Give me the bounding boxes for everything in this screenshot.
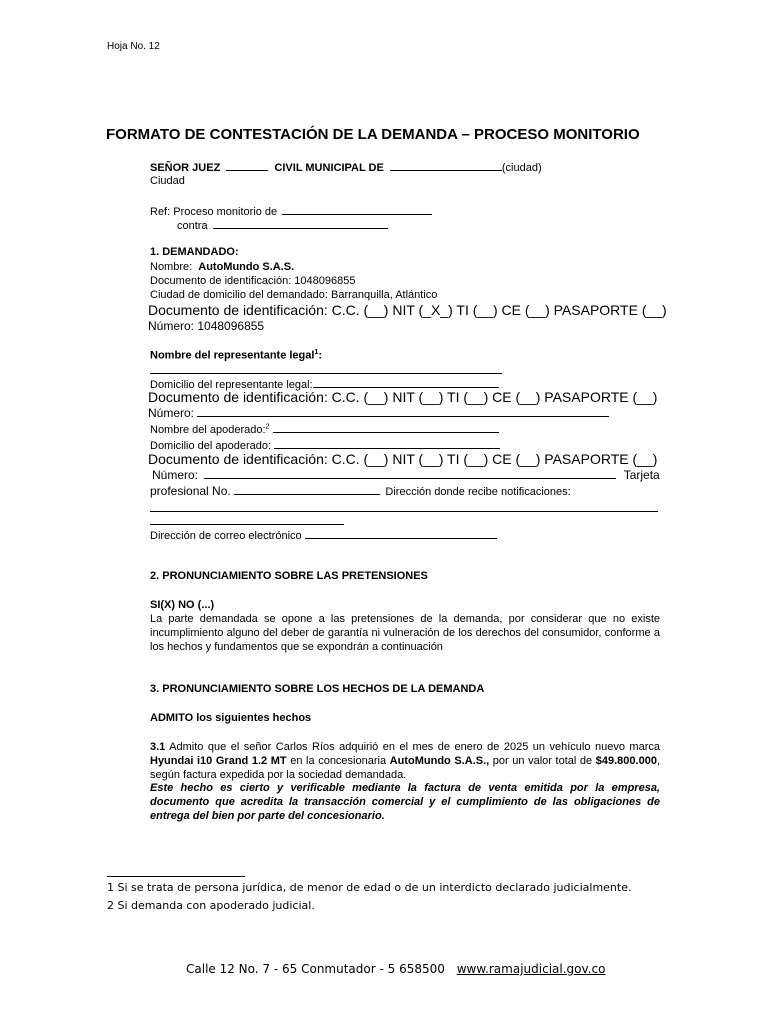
representante-doc-types: Documento de identificación: C.C. (__) NIT (__) TI (__) CE (__) PASAPORTE (__)	[148, 389, 658, 405]
apoderado-profesional-label: profesional No.	[150, 484, 231, 498]
footnote-2: 2 Si demanda con apoderado judicial.	[107, 899, 315, 912]
demandado-name-value: AutoMundo S.A.S.	[198, 261, 295, 273]
apoderado-profesional-line	[150, 484, 571, 498]
city-line: Ciudad	[150, 175, 185, 187]
demandado-city-line: Ciudad de domicilio del demandado: Barranquilla, Atlántico	[150, 289, 438, 301]
footnote-1: 1 Si se trata de persona jurídica, de menor de edad o de un interdicto declarado judicialmente.	[107, 881, 632, 894]
footer	[186, 962, 605, 976]
ref-line	[150, 204, 432, 218]
page-number: Hoja No. 12	[107, 41, 160, 52]
demandado-heading: 1. DEMANDADO:	[150, 246, 239, 258]
section3-heading: 3. PRONUNCIAMIENTO SOBRE LOS HECHOS DE LA DEMANDA	[150, 683, 485, 695]
document-title: FORMATO DE CONTESTACIÓN DE LA DEMANDA – PROCESO MONITORIO	[106, 126, 640, 143]
footnote-ref-2: 2	[265, 423, 270, 431]
notif-blank-1	[150, 511, 658, 512]
judge-blank	[226, 160, 268, 171]
apoderado-name-label: Nombre del apoderado:	[150, 424, 266, 436]
representante-heading	[150, 349, 322, 362]
fact-text-3: por un valor total de	[489, 755, 596, 767]
apoderado-domicilio-blank	[274, 438, 500, 449]
apoderado-doc-types: Documento de identificación: C.C. (__) NIT (__) TI (__) CE (__) PASAPORTE (__)	[148, 451, 658, 467]
footnote-separator	[107, 876, 245, 877]
demandado-doc-line: Documento de identificación: 1048096855	[150, 275, 356, 287]
representante-heading-text: Nombre del representante legal	[150, 349, 315, 362]
fact-text-1: Admito que el señor Carlos Ríos adquirió en el mes de enero de 2025 un vehículo nuevo marca	[165, 741, 660, 753]
representante-heading-colon: :	[318, 349, 323, 362]
ref-label: Ref: Proceso monitorio de	[150, 206, 278, 218]
fact-emphasis: Este hecho es cierto y verificable mediante la factura de venta emitida por la empresa, documento que acredita la transacción comercial y el cumplimiento de las obligaciones de entrega del bien por parte del concesionario.	[150, 782, 660, 822]
representante-number-label: Número:	[148, 406, 195, 420]
demandado-name-label: Nombre:	[150, 261, 193, 273]
apoderado-notif-label: Dirección donde recibe notificaciones:	[385, 486, 571, 498]
city-blank	[390, 160, 502, 171]
apoderado-tarjeta: Tarjeta	[623, 468, 660, 482]
footer-website-link[interactable]: www.ramajudicial.gov.co	[456, 962, 606, 976]
section2-body: La parte demandada se opone a las pretensiones de la demanda, por considerar que no existe incumplimiento alguno del deber de garantía ni vulneración de los derechos del consumidor, conforme a los hechos y fundamentos que se expondrán a continuación	[150, 613, 660, 653]
fact-number: 3.1	[150, 741, 166, 753]
judge-suffix: (ciudad)	[501, 162, 542, 174]
footer-address: Calle 12 No. 7 - 65 Conmutador - 5 658500	[186, 962, 445, 976]
fact-vehicle: Hyundai i10 Grand 1.2 MT	[150, 755, 287, 767]
apoderado-number-label: Número:	[152, 468, 199, 482]
email-line	[150, 528, 497, 542]
apoderado-number-blank	[204, 468, 616, 479]
judge-line	[150, 160, 542, 174]
demandado-doc-types: Documento de identificación: C.C. (__) NIT (_X_) TI (__) CE (__) PASAPORTE (__)	[148, 302, 667, 318]
demandado-name-line	[150, 261, 294, 273]
demandado-number: Número: 1048096855	[148, 319, 265, 333]
notif-blank-2	[150, 524, 344, 525]
apoderado-name-line	[150, 422, 499, 436]
email-blank	[305, 528, 497, 539]
ref-blank	[282, 204, 432, 215]
section2-heading: 2. PRONUNCIAMIENTO SOBRE LAS PRETENSIONES	[150, 570, 428, 582]
representante-number-blank	[197, 406, 609, 417]
representante-domicilio-label: Domicilio del representante legal:	[150, 379, 313, 391]
footnote-ref-1: 1	[314, 349, 319, 356]
apoderado-name-blank	[273, 422, 499, 433]
section3-admito: ADMITO los siguientes hechos	[150, 712, 312, 724]
apoderado-number-line	[152, 468, 660, 482]
contra-label: contra	[177, 220, 208, 232]
representante-number-line	[148, 406, 609, 420]
fact-text-4: , según factura expedida por la sociedad demandada.	[150, 755, 660, 781]
apoderado-domicilio-label: Domicilio del apoderado:	[150, 440, 272, 452]
contra-line	[177, 218, 388, 232]
representante-domicilio-blank	[313, 377, 499, 388]
fact-3-1	[150, 740, 660, 782]
fact-text-2: en la concesionaria	[286, 755, 390, 767]
fact-amount: $49.800.000	[595, 755, 657, 767]
judge-middle: CIVIL MUNICIPAL DE	[274, 162, 384, 174]
fact-dealer: AutoMundo S.A.S.,	[389, 755, 490, 767]
contra-blank	[213, 218, 388, 229]
email-label: Dirección de correo electrónico	[150, 530, 302, 542]
apoderado-domicilio-line	[150, 438, 500, 452]
representante-name-blank	[150, 373, 502, 374]
judge-prefix: SEÑOR JUEZ	[150, 162, 221, 174]
apoderado-profesional-blank	[234, 484, 380, 495]
section2-si-no: SI(X) NO (...)	[150, 599, 215, 611]
